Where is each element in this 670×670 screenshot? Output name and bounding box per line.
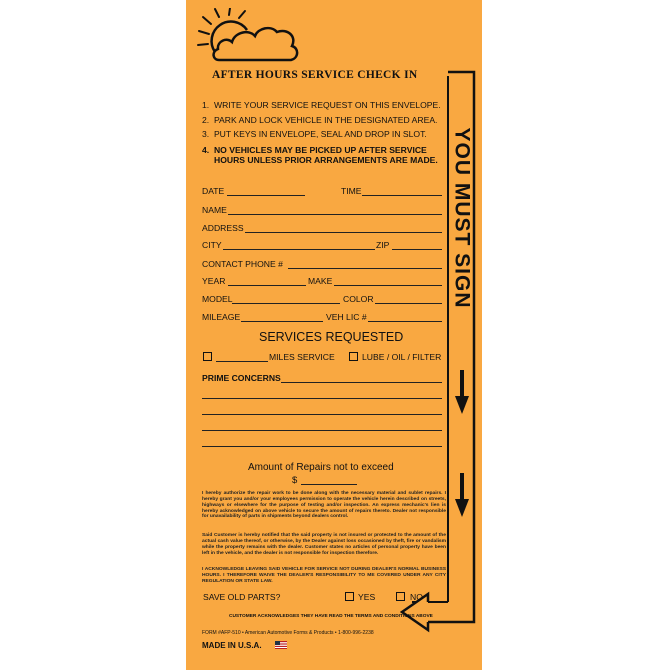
- model-label: MODEL: [202, 294, 233, 304]
- save-parts-no-label: NO: [410, 592, 423, 602]
- date-label: DATE: [202, 186, 225, 196]
- instruction-4: 4. NO VEHICLES MAY BE PICKED UP AFTER SERVICE: [202, 145, 427, 155]
- you-must-sign-label: YOU MUST SIGN: [450, 126, 474, 309]
- date-field[interactable]: [227, 195, 305, 196]
- miles-service-checkbox[interactable]: [203, 352, 212, 361]
- save-parts-label: SAVE OLD PARTS?: [203, 592, 281, 602]
- prime-concerns-line-2[interactable]: [202, 398, 442, 399]
- lube-oil-filter-checkbox[interactable]: [349, 352, 358, 361]
- us-flag-icon: [275, 641, 287, 649]
- make-field[interactable]: [334, 285, 442, 286]
- prime-concerns-line-5[interactable]: [202, 446, 442, 447]
- city-field[interactable]: [223, 249, 375, 250]
- name-field[interactable]: [228, 214, 442, 215]
- prime-concerns-line-3[interactable]: [202, 414, 442, 415]
- liability-text: Said Customer is hereby notified that the said property is not insured or protected to the amount of the actual cash value thereof, or otherwise, by the Dealer against loss occasioned by theft, fire or vandalism while the property remains with the dealer. Customer states no articles of personal property have been left in the vehicle, and the dealer is not responsible for inspection therefore.: [202, 533, 446, 556]
- veh-lic-label: VEH LIC #: [326, 312, 367, 322]
- prime-concerns-line-1[interactable]: [281, 382, 442, 383]
- city-label: CITY: [202, 240, 222, 250]
- color-label: COLOR: [343, 294, 374, 304]
- sun-cloud-logo: [195, 8, 305, 70]
- miles-field[interactable]: [216, 361, 268, 362]
- year-label: YEAR: [202, 276, 226, 286]
- color-field[interactable]: [375, 303, 442, 304]
- model-field[interactable]: [232, 303, 340, 304]
- signature-caption: CUSTOMER ACKNOWLEDGES THEY HAVE READ THE TERMS AND CONDITIONS ABOVE: [229, 614, 433, 619]
- form-info: FORM #AFP-510 • American Automotive Forms & Products • 1-800-996-2238: [202, 630, 374, 636]
- lube-oil-filter-label: LUBE / OIL / FILTER: [362, 352, 442, 362]
- after-hours-waiver-text: I ACKNOWLEDGE LEAVING SAID VEHICLE FOR SERVICE NOT DURING DEALER'S NORMAL BUSINESS HOURS. I THEREFORE WAIVE THE DEALER'S RESPONSIBILITY TO ME COVERED UNDER ANY CITY REGULATION OR STATE LAW.: [202, 567, 446, 584]
- prime-concerns-label: PRIME CONCERNS: [202, 373, 281, 383]
- prime-concerns-line-4[interactable]: [202, 430, 442, 431]
- contact-phone-field[interactable]: [288, 268, 442, 269]
- authorization-text: I hereby authorize the repair work to be done along with the necessary material and sublet repairs. I hereby grant you and/or your employees permission to operate the vehicle herein described on streets, highways or elsewhere for the purpose of testing and/or inspection. An express mechanic's lien is hereby acknowledged on above vehicle to secure the amount of repairs thereto. Dealer not responsible for unavailability of parts in shipments beyond dealers control.: [202, 491, 446, 520]
- zip-field[interactable]: [392, 249, 442, 250]
- contact-phone-label: CONTACT PHONE #: [202, 259, 283, 269]
- instruction-3: 3. PUT KEYS IN ENVELOPE, SEAL AND DROP IN SLOT.: [202, 129, 427, 139]
- amount-label: Amount of Repairs not to exceed: [248, 462, 394, 473]
- address-field[interactable]: [245, 232, 442, 233]
- miles-service-label: MILES SERVICE: [269, 352, 335, 362]
- form-title: AFTER HOURS SERVICE CHECK IN: [212, 69, 418, 81]
- services-heading: SERVICES REQUESTED: [259, 330, 404, 344]
- save-parts-yes-checkbox[interactable]: [345, 592, 354, 601]
- address-label: ADDRESS: [202, 223, 244, 233]
- dollar-sign: $: [292, 475, 298, 486]
- name-label: NAME: [202, 205, 227, 215]
- save-parts-yes-label: YES: [358, 592, 376, 602]
- amount-field[interactable]: [301, 484, 357, 485]
- time-label: TIME: [341, 186, 362, 196]
- time-field[interactable]: [362, 195, 442, 196]
- instruction-2: 2. PARK AND LOCK VEHICLE IN THE DESIGNATED AREA.: [202, 115, 438, 125]
- mileage-field[interactable]: [241, 321, 323, 322]
- mileage-label: MILEAGE: [202, 312, 241, 322]
- made-in-usa: MADE IN U.S.A.: [202, 641, 262, 650]
- veh-lic-field[interactable]: [368, 321, 442, 322]
- instruction-4-cont: HOURS UNLESS PRIOR ARRANGEMENTS ARE MADE.: [214, 155, 438, 165]
- zip-label: ZIP: [376, 240, 390, 250]
- instruction-1: 1. WRITE YOUR SERVICE REQUEST ON THIS ENVELOPE.: [202, 100, 441, 110]
- save-parts-no-checkbox[interactable]: [396, 592, 405, 601]
- make-label: MAKE: [308, 276, 333, 286]
- year-field[interactable]: [228, 285, 306, 286]
